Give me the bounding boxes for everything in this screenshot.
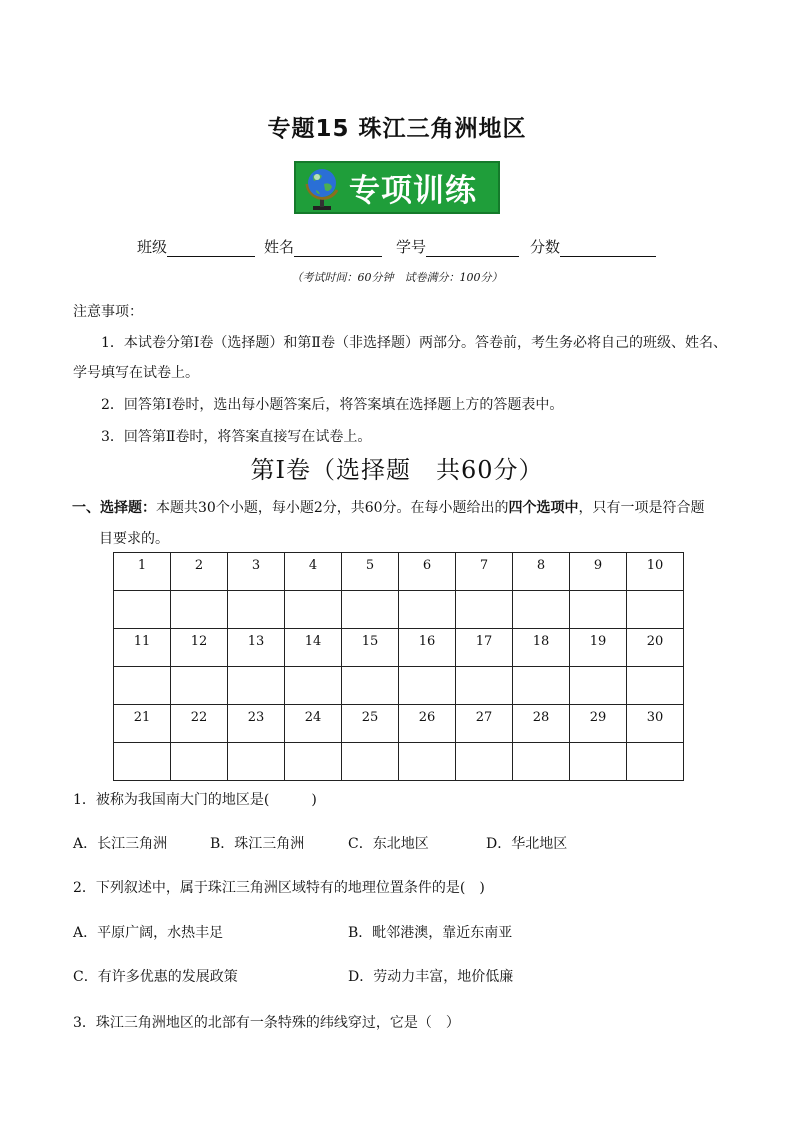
score-field[interactable] [530,236,656,257]
question-1-option-a[interactable]: A．长江三角洲 [73,836,168,852]
question-2-option-d[interactable]: D．劳动力丰富，地价低廉 [348,969,514,985]
answer-cell[interactable] [285,743,342,781]
topic-banner [294,161,500,214]
answer-cell[interactable] [570,743,627,781]
answer-cell[interactable] [570,591,627,629]
answer-cell[interactable] [342,591,399,629]
question-2-option-c[interactable]: C．有许多优惠的发展政策 [73,969,238,985]
question-number-cell: 15 [342,629,399,667]
answer-cell[interactable] [456,667,513,705]
answer-cell[interactable] [513,667,570,705]
answer-cell[interactable] [285,591,342,629]
part-one-text-a: 本题共30个小题，每小题2分，共60分。在每小题给出的 [156,500,509,516]
answer-cell[interactable] [171,591,228,629]
section-title: 第Ⅰ卷（选择题 共60分） [250,456,544,484]
question-number-cell: 30 [627,705,684,743]
answer-cell[interactable] [627,743,684,781]
question-number-cell: 18 [513,629,570,667]
answer-cell[interactable] [114,591,171,629]
question-number-cell: 25 [342,705,399,743]
question-2-option-b[interactable]: B．毗邻港澳，靠近东南亚 [348,925,513,941]
part-one-prefix: 一、选择题： [72,500,156,516]
question-number-cell: 21 [114,705,171,743]
question-number-cell: 19 [570,629,627,667]
answer-cell[interactable] [228,743,285,781]
page-title: 专题15 珠江三角洲地区 [267,116,527,142]
question-number-cell: 10 [627,553,684,591]
answer-cell[interactable] [228,591,285,629]
question-number-cell: 4 [285,553,342,591]
answer-cell[interactable] [228,667,285,705]
question-number-cell: 23 [228,705,285,743]
part-one-instructions-continued: 目要求的。 [99,531,169,547]
question-number-cell: 9 [570,553,627,591]
question-number-cell: 13 [228,629,285,667]
student-number-field[interactable] [396,236,519,257]
note-item-3: 3．回答第Ⅱ卷时，将答案直接写在试卷上。 [101,429,372,445]
question-number-cell: 2 [171,553,228,591]
part-one-emphasis: 四个选项中 [508,500,579,516]
question-number-cell: 11 [114,629,171,667]
part-one-instructions [72,497,705,517]
question-number-cell: 26 [399,705,456,743]
table-row-numbers-3 [114,705,684,743]
note-item-1: 1．本试卷分第Ⅰ卷（选择题）和第Ⅱ卷（非选择题）两部分。答卷前，考生务必将自己的班级、姓名、 [101,335,727,351]
answer-cell[interactable] [399,743,456,781]
question-number-cell: 8 [513,553,570,591]
question-number-cell: 12 [171,629,228,667]
name-label: 姓名 [264,238,295,256]
class-field[interactable] [137,236,255,257]
note-item-2: 2．回答第Ⅰ卷时，选出每小题答案后，将答案填在选择题上方的答题表中。 [101,397,564,413]
class-label: 班级 [137,238,168,256]
question-number-cell: 22 [171,705,228,743]
question-number-cell: 28 [513,705,570,743]
question-number-cell: 20 [627,629,684,667]
answer-cell[interactable] [171,667,228,705]
question-1-option-d[interactable]: D．华北地区 [486,836,568,852]
answer-cell[interactable] [399,591,456,629]
answer-cell[interactable] [285,667,342,705]
answer-cell[interactable] [627,591,684,629]
answer-table [113,552,684,781]
globe-icon [299,164,345,212]
table-row-answers-2 [114,667,684,705]
question-3-stem: 3．珠江三角洲地区的北部有一条特殊的纬线穿过，它是（ ） [73,1015,460,1031]
question-1-option-b[interactable]: B．珠江三角洲 [210,836,305,852]
exam-time-note: （考试时间：60分钟 试卷满分：100分） [291,271,503,284]
question-number-cell: 29 [570,705,627,743]
answer-cell[interactable] [114,667,171,705]
question-number-cell: 5 [342,553,399,591]
question-1-stem: 1．被称为我国南大门的地区是( ) [73,792,317,808]
score-label: 分数 [530,238,561,256]
question-2-stem: 2．下列叙述中，属于珠江三角洲区域特有的地理位置条件的是( ) [73,880,485,896]
question-number-cell: 3 [228,553,285,591]
note-item-1-continued: 学号填写在试卷上。 [73,365,199,381]
name-field[interactable] [264,236,382,257]
part-one-text-b: ，只有一项是符合题 [578,500,705,516]
answer-cell[interactable] [342,667,399,705]
question-1-option-c[interactable]: C．东北地区 [348,836,429,852]
question-number-cell: 6 [399,553,456,591]
answer-cell[interactable] [114,743,171,781]
question-2-option-a[interactable]: A．平原广阔，水热丰足 [73,925,224,941]
question-number-cell: 7 [456,553,513,591]
question-number-cell: 17 [456,629,513,667]
question-number-cell: 16 [399,629,456,667]
answer-cell[interactable] [342,743,399,781]
answer-cell[interactable] [570,667,627,705]
question-number-cell: 14 [285,629,342,667]
answer-cell[interactable] [627,667,684,705]
table-row-numbers-2 [114,629,684,667]
banner-text: 专项训练 [349,173,477,209]
answer-cell[interactable] [171,743,228,781]
answer-cell[interactable] [513,591,570,629]
student-number-label: 学号 [396,238,427,256]
answer-cell[interactable] [456,743,513,781]
answer-cell[interactable] [456,591,513,629]
question-number-cell: 24 [285,705,342,743]
table-row-numbers-1 [114,553,684,591]
question-number-cell: 27 [456,705,513,743]
answer-cell[interactable] [513,743,570,781]
answer-cell[interactable] [399,667,456,705]
table-row-answers-3 [114,743,684,781]
question-number-cell: 1 [114,553,171,591]
table-row-answers-1 [114,591,684,629]
notes-heading: 注意事项： [73,304,143,320]
